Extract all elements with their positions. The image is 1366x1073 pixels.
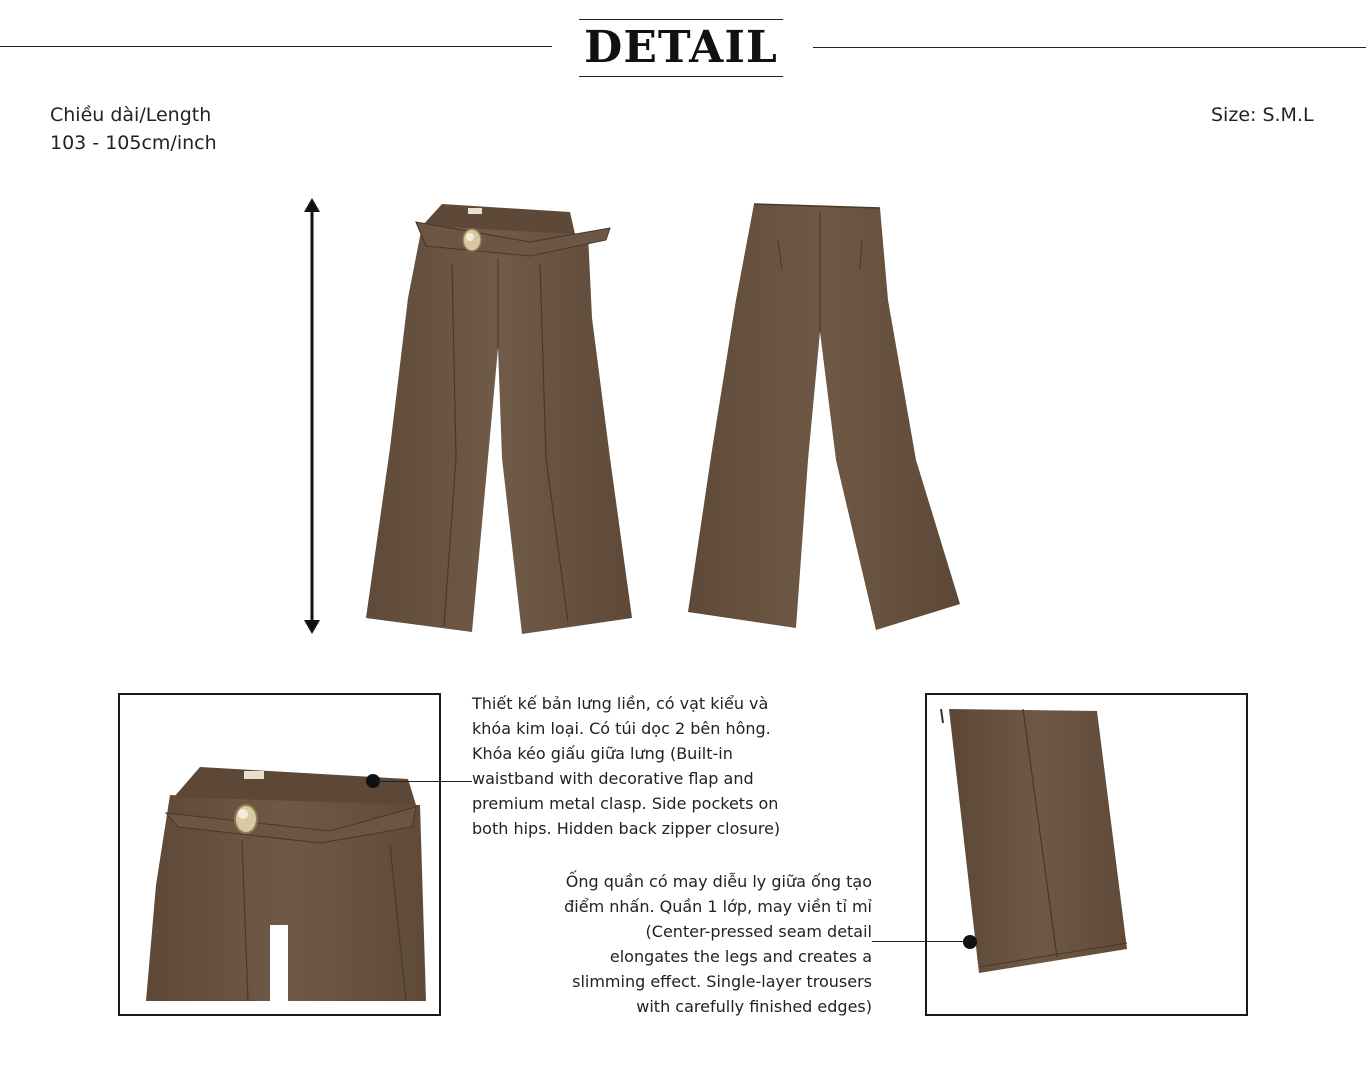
- length-value: 103 - 105cm/inch: [50, 132, 217, 154]
- leg-line-5: slimming effect. Single-layer trousers: [572, 972, 872, 991]
- size-info: [1211, 101, 1314, 129]
- leg-detail-image: [925, 693, 1248, 1016]
- length-info: [50, 101, 217, 157]
- leg-line-2: điểm nhấn. Quần 1 lớp, may viền tỉ mỉ: [564, 897, 872, 916]
- waist-line-3: Khóa kéo giấu giữa lưng (Built-in: [472, 744, 733, 763]
- waist-description: [472, 691, 780, 841]
- waist-line-1: Thiết kế bản lưng liền, có vạt kiểu và: [472, 694, 769, 713]
- leg-line-1: Ống quần có may diễu ly giữa ống tạo: [565, 872, 872, 891]
- leg-callout-dot: [963, 935, 977, 949]
- leg-callout-line: [872, 941, 966, 942]
- leg-line-4: elongates the legs and creates a: [609, 947, 872, 966]
- waist-detail-image: [118, 693, 441, 1016]
- waist-line-4: waistband with decorative flap and: [472, 769, 754, 788]
- header-rule-left: [0, 46, 552, 47]
- length-label: Chiều dài/Length: [50, 104, 212, 126]
- waist-line-5: premium metal clasp. Side pockets on: [472, 794, 779, 813]
- leg-description: [564, 869, 872, 1019]
- trousers-back-image: [684, 200, 964, 636]
- page-title: DETAIL: [584, 22, 778, 73]
- title-frame: [579, 19, 783, 77]
- size-label: Size: S.M.L: [1211, 104, 1314, 126]
- leg-line-6: with carefully finished edges): [636, 997, 872, 1016]
- trousers-front-image: [360, 198, 640, 638]
- waist-callout-line: [378, 781, 472, 782]
- waist-line-2: khóa kim loại. Có túi dọc 2 bên hông.: [472, 719, 771, 738]
- leg-line-3: (Center-pressed seam detail: [645, 922, 872, 941]
- length-arrow-icon: [300, 196, 324, 636]
- waist-line-6: both hips. Hidden back zipper closure): [472, 819, 781, 838]
- header-rule-right: [813, 47, 1366, 48]
